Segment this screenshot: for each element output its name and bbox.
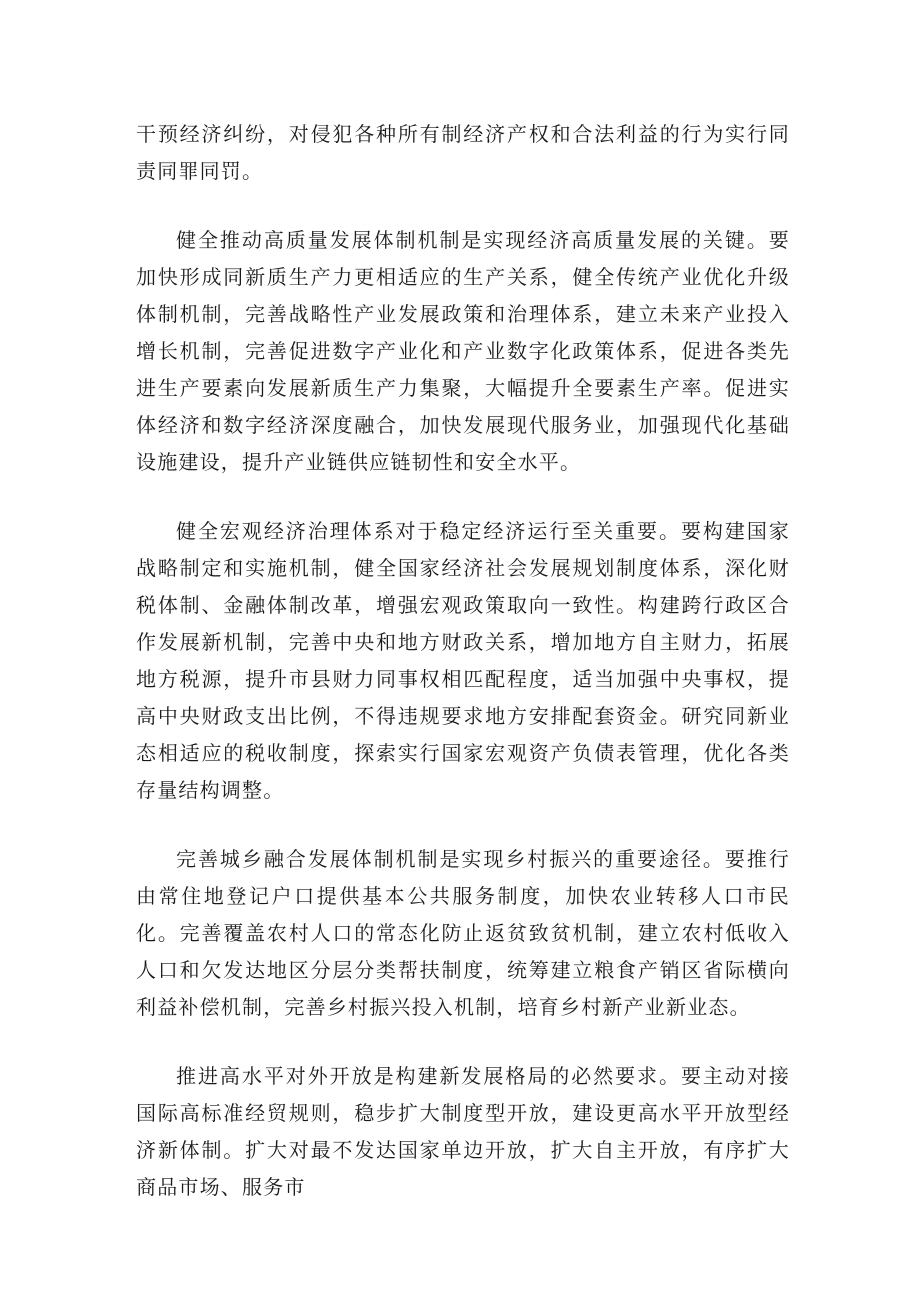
paragraph-opening-up: 推进高水平对外开放是构建新发展格局的必然要求。要主动对接国际高标准经贸规则，稳步扩大制度型开放，建设更高水平开放型经济新体制。扩大对最不发达国家单边开放，扩大自主开放，有序扩大商品市场、服务市 xyxy=(136,1064,790,1199)
paragraph-continuation: 干预经济纠纷，对侵犯各种所有制经济产权和合法利益的行为实行同责同罪同罚。 xyxy=(136,122,790,183)
paragraph-urban-rural-integration: 完善城乡融合发展体制机制是实现乡村振兴的重要途径。要推行由常住地登记户口提供基本公共服务制度，加快农业转移人口市民化。完善覆盖农村人口的常态化防止返贫致贫机制，建立农村低收入人口和欠发达地区分层分类帮扶制度，统筹建立粮食产销区省际横向利益补偿机制，完善乡村振兴投入机制，培育乡村新产业新业态。 xyxy=(136,847,790,1019)
paragraph-macro-governance: 健全宏观经济治理体系对于稳定经济运行至关重要。要构建国家战略制定和实施机制，健全国家经济社会发展规划制度体系，深化财税体制、金融体制改革，增强宏观政策取向一致性。构建跨行政区合作发展新机制，完善中央和地方财政关系，增加地方自主财力，拓展地方税源，提升市县财力同事权相匹配程度，适当加强中央事权，提高中央财政支出比例，不得违规要求地方安排配套资金。研究同新业态相适应的税收制度，探索实行国家宏观资产负债表管理，优化各类存量结构调整。 xyxy=(136,519,790,802)
document-body xyxy=(136,116,790,1238)
paragraph-high-quality-development: 健全推动高质量发展体制机制是实现经济高质量发展的关键。要加快形成同新质生产力更相适应的生产关系，健全传统产业优化升级体制机制，完善战略性产业发展政策和治理体系，建立未来产业投入增长机制，完善促进数字产业化和产业数字化政策体系，促进各类先进生产要素向发展新质生产力集聚，大幅提升全要素生产率。促进实体经济和数字经济深度融合，加快发展现代服务业，加强现代化基础设施建设，提升产业链供应链韧性和安全水平。 xyxy=(136,228,790,474)
